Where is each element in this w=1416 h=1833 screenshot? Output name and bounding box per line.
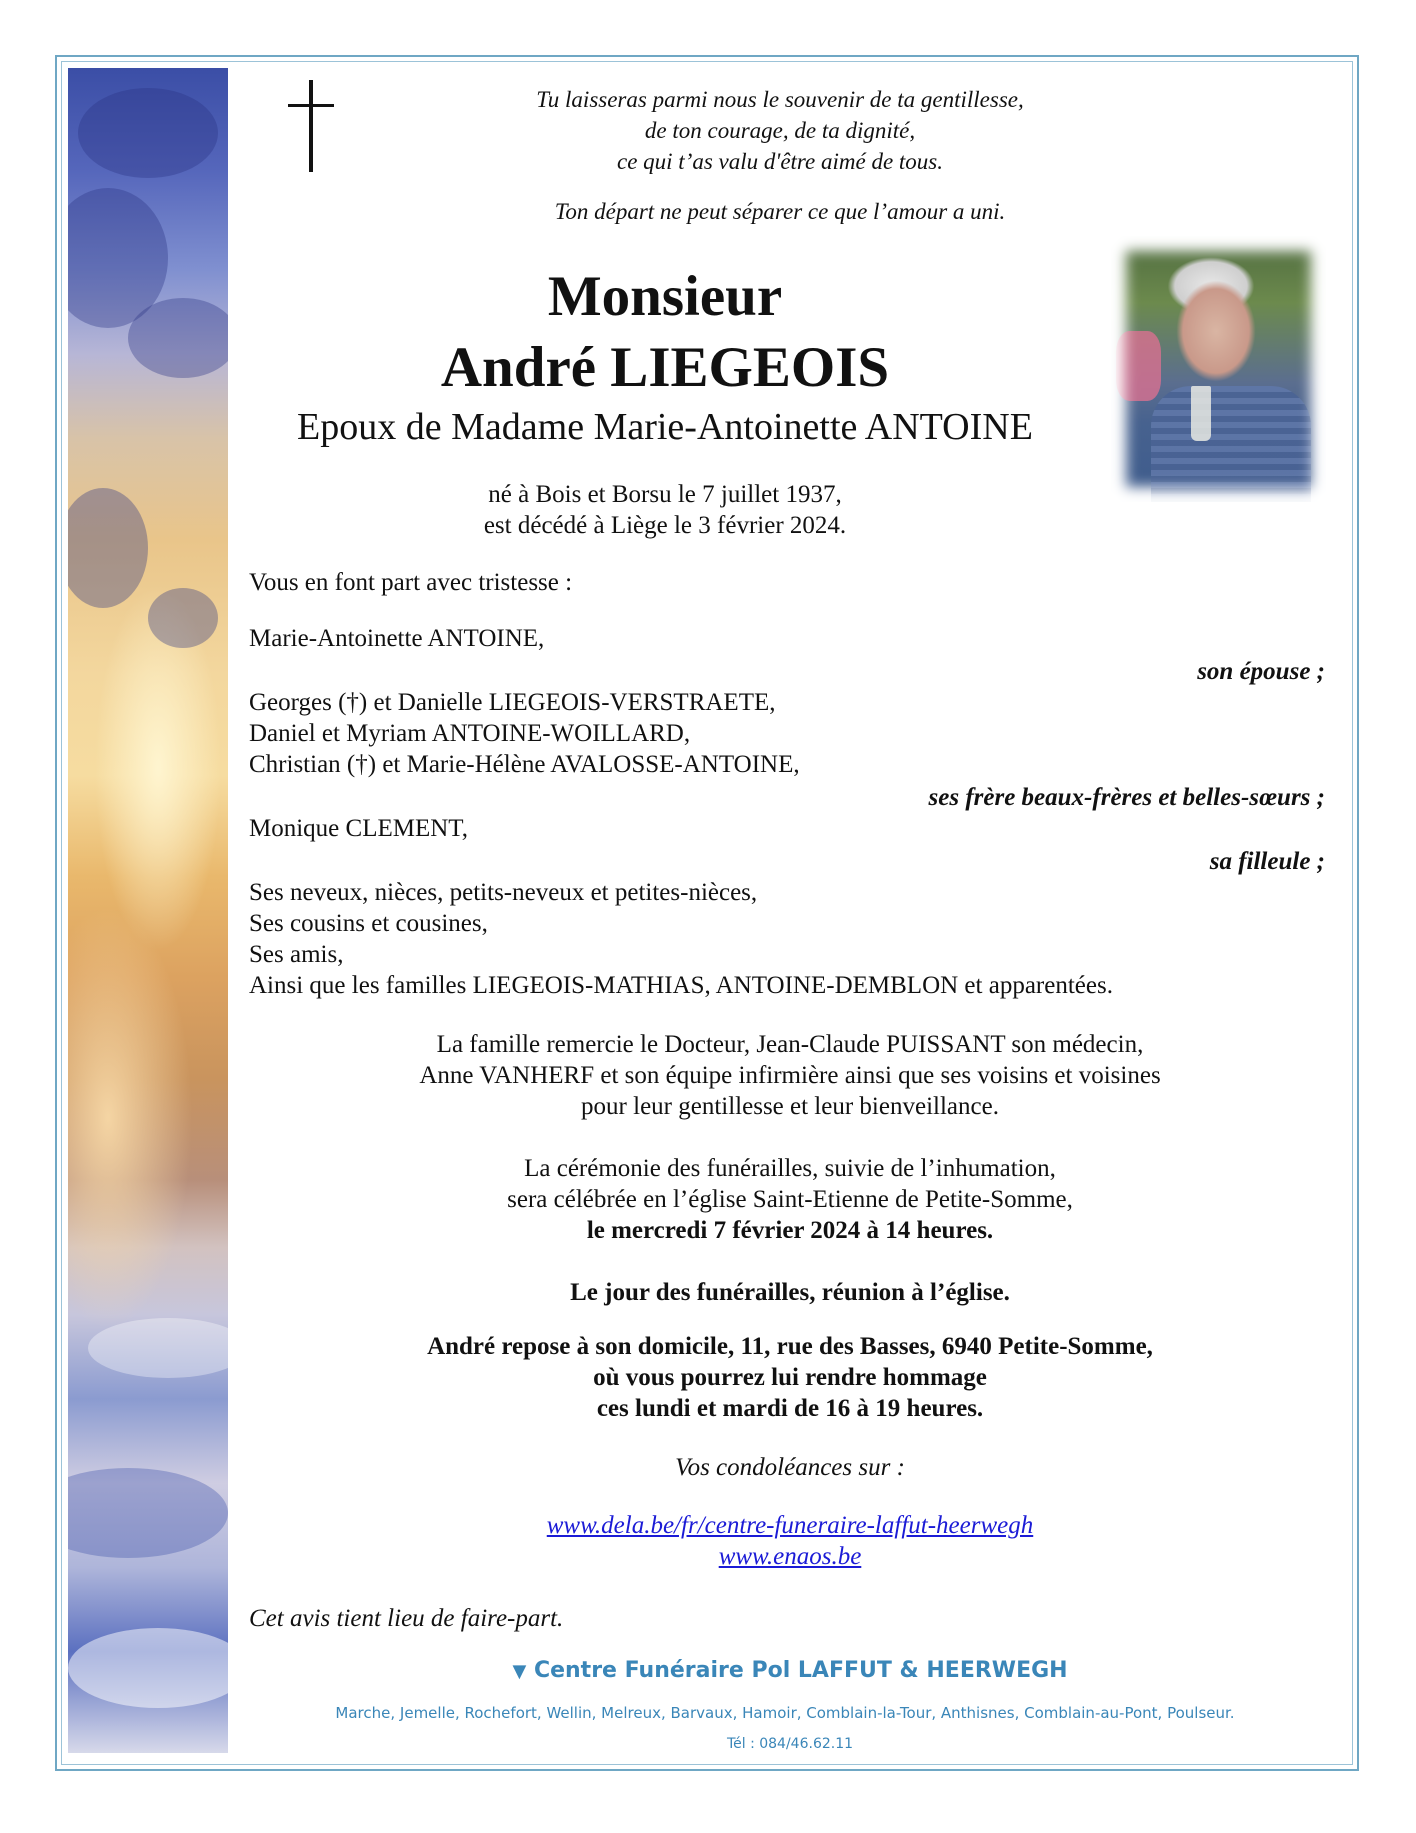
- siblings-relation: ses frère beaux-frères et belles-sœurs ;: [928, 784, 1325, 811]
- others-line-1: Ses neveux, nièces, petits-neveux et petites-nièces,: [249, 879, 758, 906]
- ceremony-line-2: sera célébrée en l’église Saint-Etienne de Petite-Somme,: [507, 1186, 1073, 1213]
- thanks-line-3: pour leur gentillesse et leur bienveillance.: [581, 1093, 999, 1120]
- quote-line-4: Ton départ ne peut séparer ce que l’amour a uni.: [554, 199, 1006, 224]
- quote-line-1: Tu laisseras parmi nous le souvenir de ta gentillesse,: [536, 87, 1024, 112]
- deceased-name: André LIEGEOIS: [440, 336, 890, 399]
- quote-line-2: de ton courage, de ta dignité,: [644, 118, 916, 143]
- death-line: est décédé à Liège le 3 février 2024.: [483, 512, 847, 539]
- others-line-2: Ses cousins et cousines,: [249, 910, 488, 937]
- condolences-link-enaos[interactable]: www.enaos.be: [718, 1543, 862, 1570]
- funeral-home-label: Centre Funéraire Pol LAFFUT & HEERWEGH: [533, 1658, 1068, 1683]
- others-line-4: Ainsi que les familles LIEGEOIS-MATHIAS, ANTOINE-DEMBLON et apparentées.: [249, 972, 1113, 999]
- rest-line-1: André repose à son domicile, 11, rue des Basses, 6940 Petite-Somme,: [427, 1333, 1153, 1360]
- meeting-line: Le jour des funérailles, réunion à l’église.: [570, 1279, 1010, 1306]
- ceremony-date: le mercredi 7 février 2024 à 14 heures.: [586, 1217, 994, 1244]
- ceremony-line-1: La cérémonie des funérailles, suivie de l’inhumation,: [524, 1155, 1056, 1182]
- birth-line: né à Bois et Borsu le 7 juillet 1937,: [488, 481, 842, 508]
- rest-line-2: où vous pourrez lui rendre hommage: [593, 1364, 987, 1391]
- thanks-line-1: La famille remercie le Docteur, Jean-Claude PUISSANT son médecin,: [436, 1031, 1144, 1058]
- goddaughter-name: Monique CLEMENT,: [249, 815, 468, 842]
- condolences-link-dela[interactable]: www.dela.be/fr/centre-funeraire-laffut-heerwegh: [546, 1512, 1034, 1539]
- funeral-home-name: [300, 1658, 1280, 1683]
- goddaughter-relation: sa filleule ;: [1209, 848, 1325, 875]
- sibling-line-2: Daniel et Myriam ANTOINE-WOILLARD,: [249, 720, 691, 747]
- thanks-line-2: Anne VANHERF et son équipe infirmière ainsi que ses voisins et voisines: [419, 1062, 1161, 1089]
- others-line-3: Ses amis,: [249, 941, 344, 968]
- notice-line: Cet avis tient lieu de faire-part.: [249, 1605, 564, 1632]
- winter-landscape-image: [68, 68, 228, 1753]
- sibling-line-1: Georges (†) et Danielle LIEGEOIS-VERSTRAETE,: [249, 689, 776, 716]
- announce-line: Vous en font part avec tristesse :: [249, 569, 573, 596]
- honorific-title: Monsieur: [547, 265, 783, 328]
- funeral-home-places: Marche, Jemelle, Rochefort, Wellin, Melreux, Barvaux, Hamoir, Comblain-la-Tour, Anthisnes, Comblain-au-Pont, Poulseur.: [335, 1704, 1235, 1722]
- condolences-label: Vos condoléances sur :: [675, 1454, 905, 1481]
- spouse-line: Epoux de Madame Marie-Antoinette ANTOINE: [297, 406, 1033, 448]
- spouse-relation: son épouse ;: [1197, 658, 1325, 685]
- portrait-photo: [1111, 236, 1326, 502]
- triangle-down-icon: ▼: [512, 1661, 527, 1682]
- sibling-line-3: Christian (†) et Marie-Hélène AVALOSSE-ANTOINE,: [249, 751, 800, 778]
- spouse-name: Marie-Antoinette ANTOINE,: [249, 625, 545, 652]
- rest-line-3: ces lundi et mardi de 16 à 19 heures.: [596, 1395, 984, 1422]
- funeral-home-phone: Tél : 084/46.62.11: [726, 1736, 854, 1752]
- quote-line-3: ce qui t’as valu d'être aimé de tous.: [617, 149, 943, 174]
